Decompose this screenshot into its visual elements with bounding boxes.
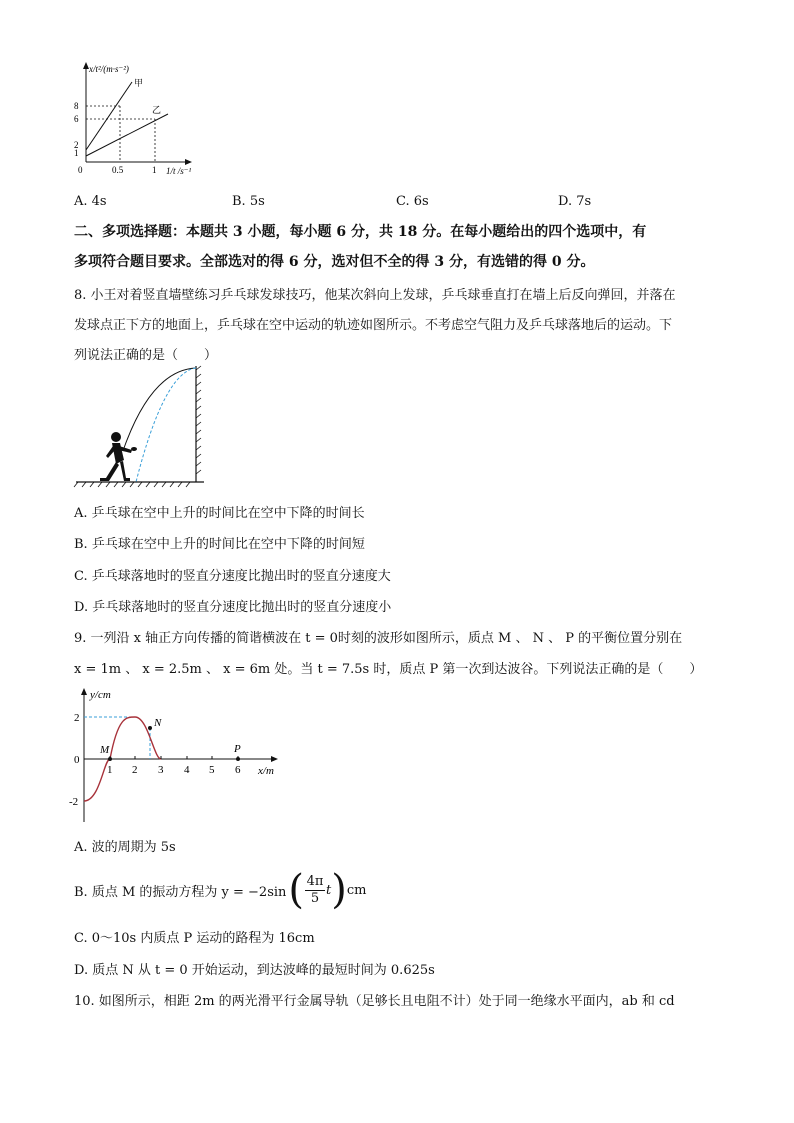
q9-option-a: A. 波的周期为 5s xyxy=(74,840,176,855)
wave-y-tick-2: 2 xyxy=(74,712,80,724)
wave-x-tick-4: 4 xyxy=(184,764,190,776)
wave-x-tick-1: 1 xyxy=(107,764,113,776)
q8-line3: 列说法正确的是（ ） xyxy=(74,348,218,363)
q7-option-a: A. 4s xyxy=(74,194,107,209)
y-tick-1: 1 xyxy=(74,148,79,158)
line1-label: 甲 xyxy=(134,78,144,88)
wave-y-tick-0: 0 xyxy=(74,754,80,766)
q7-graph xyxy=(70,60,210,180)
q8-option-c: C. 乒乓球落地时的竖直分速度比抛出时的竖直分速度大 xyxy=(74,569,391,584)
label-p: P xyxy=(234,743,241,755)
x-tick-05: 0.5 xyxy=(112,165,124,175)
graph-y-label: x/t²/(m·s⁻²) xyxy=(89,64,129,74)
q7-option-c: C. 6s xyxy=(396,194,429,209)
label-m: M xyxy=(100,744,110,756)
wave-x-tick-2: 2 xyxy=(132,764,138,776)
graph-x-label: 1/t /s⁻¹ xyxy=(166,166,192,176)
fraction-denominator: 5 xyxy=(310,890,320,906)
wave-x-tick-5: 5 xyxy=(209,764,215,776)
wave-x-tick-3: 3 xyxy=(158,764,164,776)
x-tick-1: 1 xyxy=(152,165,157,175)
q10-line1: 10. 如图所示，相距 2m 的两光滑平行金属导轨（足够长且电阻不计）处于同一绝缘水平面内，ab 和 cd xyxy=(74,994,675,1009)
line2-label: 乙 xyxy=(152,105,162,115)
q8-option-a: A. 乒乓球在空中上升的时间比在空中下降的时间长 xyxy=(74,506,365,521)
x-tick-0: 0 xyxy=(78,165,83,175)
y-tick-2: 2 xyxy=(74,140,79,150)
q7-option-d: D. 7s xyxy=(558,194,592,209)
line-jia xyxy=(86,82,132,150)
q9-option-d: D. 质点 N 从 t = 0 开始运动，到达波峰的最短时间为 0.625s xyxy=(74,963,435,978)
q8-option-b: B. 乒乓球在空中上升的时间比在空中下降的时间短 xyxy=(74,537,365,552)
y-tick-8: 8 xyxy=(74,101,79,111)
fraction-numerator: 4π xyxy=(306,873,324,889)
q8-line2: 发球点正下方的地面上，乒乓球在空中运动的轨迹如图所示。不考虑空气阻力及乒乓球落地后的运动。下 xyxy=(74,318,673,333)
q8-figure xyxy=(72,360,232,490)
wave-y-label: y/cm xyxy=(90,689,111,701)
q8-line1: 8. 小王对着竖直墙壁练习乒乓球发球技巧，他某次斜向上发球，乒乓球垂直打在墙上后反向弹回，并落在 xyxy=(74,288,676,303)
section-header-line1: 二、多项选择题：本题共 3 小题，每小题 6 分，共 18 分。在每小题给出的四个选项中，有 xyxy=(74,224,647,240)
wave-x-tick-6: 6 xyxy=(235,764,241,776)
wave-graph xyxy=(66,684,296,826)
label-n: N xyxy=(154,717,162,729)
q9-option-c: C. 0～10s 内质点 P 运动的路程为 16cm xyxy=(74,931,315,946)
q9-line2: x = 1m 、 x = 2.5m 、 x = 6m 处。当 t = 7.5s 时，质点 P 第一次到达波谷。下列说法正确的是（ ） xyxy=(74,662,703,677)
right-paren: ) xyxy=(331,867,347,913)
q8-option-d: D. 乒乓球落地时的竖直分速度比抛出时的竖直分速度小 xyxy=(74,600,392,615)
q9-option-b-prefix: B. 质点 M 的振动方程为 y = −2sin xyxy=(74,884,287,900)
point-n xyxy=(148,726,152,730)
player-figure xyxy=(100,432,137,481)
q7-option-b: B. 5s xyxy=(232,194,265,209)
q9-line1: 9. 一列沿 x 轴正方向传播的简谐横波在 t = 0时刻的波形如图所示，质点 M 、 N 、 P 的平衡位置分别在 xyxy=(74,631,683,646)
wave-x-label: x/m xyxy=(258,765,274,777)
fraction xyxy=(305,874,325,907)
rebound-trajectory xyxy=(136,368,196,482)
wave-y-tick-neg2: -2 xyxy=(69,796,79,808)
q9-option-b xyxy=(74,867,366,913)
unit-cm: cm xyxy=(346,882,367,898)
section-header-line2: 多项符合题目要求。全部选对的得 6 分，选对但不全的得 3 分，有选错的得 0 分。 xyxy=(74,254,595,270)
line-yi xyxy=(86,114,168,156)
left-paren: ( xyxy=(288,867,305,913)
y-tick-6: 6 xyxy=(74,114,79,124)
fraction-variable: t xyxy=(326,882,332,898)
